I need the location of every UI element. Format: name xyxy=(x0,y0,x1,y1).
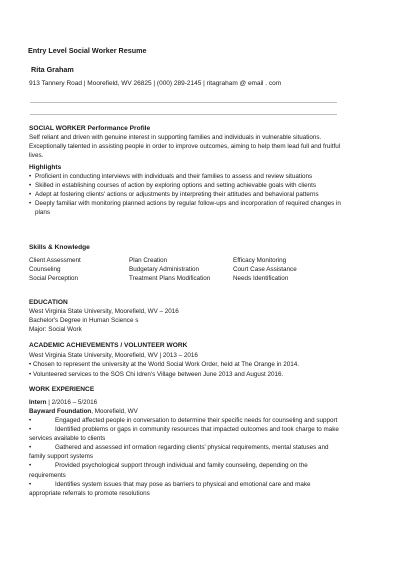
candidate-name: Rita Graham xyxy=(31,65,74,74)
skill-item: Counseling xyxy=(29,266,61,274)
bullet-icon: • xyxy=(29,200,32,207)
skills-grid xyxy=(29,256,349,284)
skill-item: Client Assessment xyxy=(29,257,81,264)
bullet-icon: • xyxy=(29,182,32,189)
skill-item: Budgetary Administration xyxy=(129,266,200,274)
bullet-icon: • xyxy=(29,371,33,378)
experience-duties xyxy=(29,416,339,498)
duty-item: • Identifies system issues that may pose as barriers to physical and emotional care and make appropriate referrals to promote resolutions xyxy=(29,480,311,497)
document-title: Entry Level Social Worker Resume xyxy=(28,46,147,55)
profile-heading: SOCIAL WORKER Performance Profile xyxy=(29,125,151,132)
experience-employer-line xyxy=(29,407,339,416)
achievement-item: • Chosen to represent the university at the World Social Work Order, held at The Orange in 2014. xyxy=(29,361,299,368)
divider-bottom xyxy=(30,114,337,115)
profile-text: Self reliant and driven with genuine interest in supporting families and individuals in vulnerable situations. Exceptionally talented in assisting people in order to improve outcomes, aiming to help them lead full and fruitful lives. xyxy=(29,134,341,159)
bullet-icon: • xyxy=(29,173,32,180)
experience-role-line xyxy=(29,398,339,407)
skill-item: Efficacy Monitoring xyxy=(233,257,287,264)
achievement-item: • Volunteered services to the SOS Chi ldren's Village between June 2013 and August 2016. xyxy=(29,371,284,378)
achievements-heading: ACADEMIC ACHIEVEMENTS / VOLUNTEER WORK xyxy=(29,342,188,349)
duty-item: • Gathered and assessed inf ormation regarding clients' physical requirements, mental statuses and family support systems xyxy=(29,444,329,461)
achievements-school: West Virginia State University, Moorefield, WV | 2013 – 2016 xyxy=(29,352,198,359)
skill-item: Court Case Assistance xyxy=(233,266,297,274)
education-degree: Bachelor's Degree in Human Science s xyxy=(29,317,139,324)
highlights-heading: Highlights xyxy=(29,164,62,171)
skill-item: Needs Identification xyxy=(233,275,289,283)
bullet-icon: • xyxy=(29,426,32,434)
highlight-item: • Deeply familiar with monitoring planned actions by regular follow-ups and incorporation of required changes in plans xyxy=(29,200,341,216)
bullet-icon: • xyxy=(29,480,32,488)
divider-top xyxy=(30,102,337,103)
duty-item: • Identified problems or gaps in community resources that impacted outcomes and took charge to make services available to clients xyxy=(29,426,339,443)
education-heading: EDUCATION xyxy=(29,299,68,306)
highlights-list xyxy=(29,172,344,217)
experience-heading: WORK EXPERIENCE xyxy=(29,386,95,393)
bullet-icon: • xyxy=(29,191,32,198)
bullet-icon: • xyxy=(29,417,32,424)
bullet-icon: • xyxy=(29,444,32,452)
skills-heading: Skills & Knowledge xyxy=(29,244,90,251)
job-dates: | 2/2016 – 5/2016 xyxy=(46,399,98,406)
skill-item: Plan Creation xyxy=(129,257,168,264)
bullet-icon: • xyxy=(29,361,33,368)
employer-name: Bayward Foundation xyxy=(29,408,92,415)
education-major: Major: Social Work xyxy=(29,326,82,333)
duty-item: • Engaged affected people in conversation to determine their specific needs for counseling and support xyxy=(29,417,338,424)
education-school: West Virginia State University, Moorefield, WV – 2016 xyxy=(29,308,179,315)
highlight-item: • Proficient in conducting interviews with individuals and their families to assess and review situations xyxy=(29,173,313,180)
highlight-item: • Skilled in establishing courses of action by exploring options and setting achievable goals with clients xyxy=(29,182,317,189)
skill-item: Social Perception xyxy=(29,275,79,283)
highlight-item: • Adept at fostering clients' actions or adjustments by interpreting their attitudes and behavioral patterns xyxy=(29,191,319,198)
skill-item: Treatment Plans Modification xyxy=(129,275,211,283)
duty-item: • Provided psychological support through individual and family counseling, depending on the requirements xyxy=(29,462,308,479)
bullet-icon: • xyxy=(29,462,32,470)
job-role: Intern xyxy=(29,399,47,406)
employer-location: , Moorefield, WV xyxy=(91,408,138,415)
contact-line: 913 Tannery Road | Moorefield, WV 26825 | (000) 289-2145 | ritagraham @ email . com xyxy=(29,80,282,87)
